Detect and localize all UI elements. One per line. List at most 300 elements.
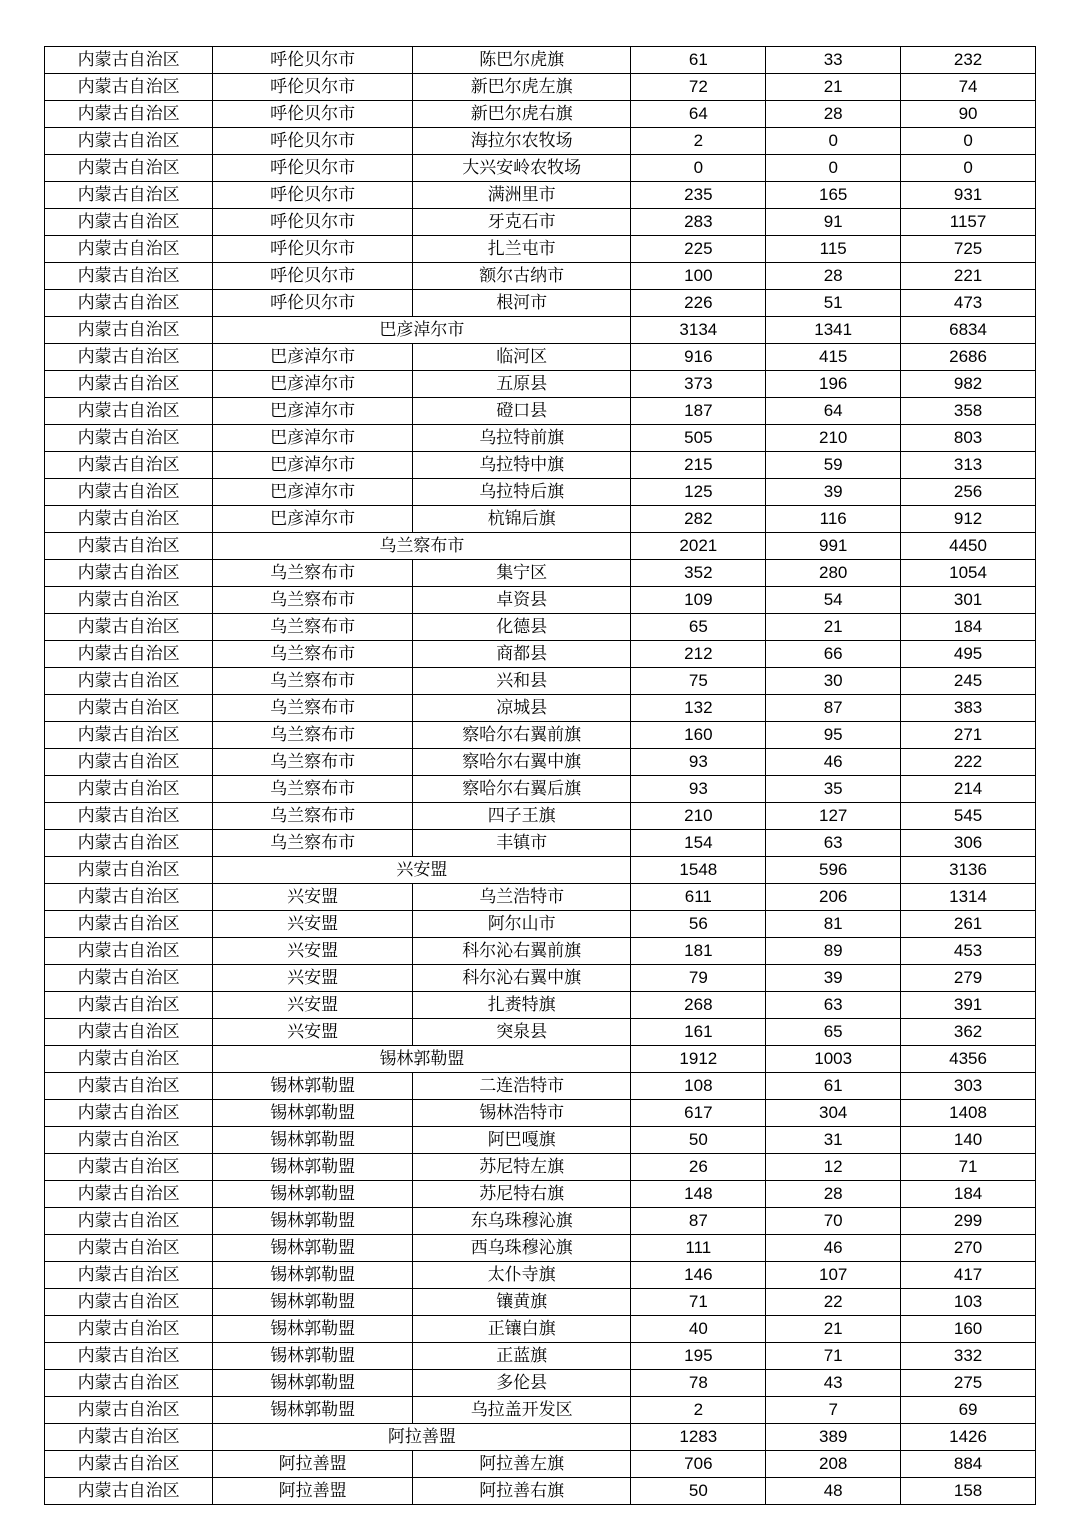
table-row	[45, 1289, 1036, 1316]
table-row	[45, 614, 1036, 641]
cell-county: 镶黄旗	[412, 1289, 630, 1316]
cell-value-1: 161	[631, 1019, 766, 1046]
cell-city: 乌兰察布市	[213, 749, 413, 776]
cell-city: 巴彦淖尔市	[213, 398, 413, 425]
table-row	[45, 776, 1036, 803]
cell-county: 临河区	[412, 344, 630, 371]
cell-county: 乌拉特后旗	[412, 479, 630, 506]
table-row	[45, 74, 1036, 101]
cell-value-2: 81	[766, 911, 901, 938]
cell-value-1: 1912	[631, 1046, 766, 1073]
table-row	[45, 1208, 1036, 1235]
cell-value-3: 495	[901, 641, 1036, 668]
cell-county: 苏尼特左旗	[412, 1154, 630, 1181]
table-row	[45, 1370, 1036, 1397]
cell-province: 内蒙古自治区	[45, 1478, 213, 1505]
cell-value-2: 95	[766, 722, 901, 749]
cell-province: 内蒙古自治区	[45, 668, 213, 695]
cell-city: 锡林郭勒盟	[213, 1316, 413, 1343]
cell-value-1: 108	[631, 1073, 766, 1100]
cell-value-1: 50	[631, 1127, 766, 1154]
cell-value-3: 140	[901, 1127, 1036, 1154]
cell-value-3: 4450	[901, 533, 1036, 560]
cell-province: 内蒙古自治区	[45, 803, 213, 830]
cell-province: 内蒙古自治区	[45, 641, 213, 668]
cell-value-3: 912	[901, 506, 1036, 533]
cell-county: 阿拉善右旗	[412, 1478, 630, 1505]
cell-province: 内蒙古自治区	[45, 560, 213, 587]
cell-province: 内蒙古自治区	[45, 830, 213, 857]
table-row	[45, 398, 1036, 425]
cell-value-3: 1408	[901, 1100, 1036, 1127]
cell-value-1: 87	[631, 1208, 766, 1235]
cell-value-2: 46	[766, 749, 901, 776]
cell-city-merged: 锡林郭勒盟	[213, 1046, 631, 1073]
cell-county: 锡林浩特市	[412, 1100, 630, 1127]
table-row	[45, 1262, 1036, 1289]
cell-value-3: 1054	[901, 560, 1036, 587]
table-row	[45, 911, 1036, 938]
cell-value-3: 4356	[901, 1046, 1036, 1073]
cell-county: 集宁区	[412, 560, 630, 587]
cell-value-1: 283	[631, 209, 766, 236]
cell-value-1: 78	[631, 1370, 766, 1397]
cell-value-3: 261	[901, 911, 1036, 938]
cell-city: 乌兰察布市	[213, 614, 413, 641]
cell-county: 多伦县	[412, 1370, 630, 1397]
cell-value-1: 212	[631, 641, 766, 668]
cell-city: 兴安盟	[213, 911, 413, 938]
cell-value-3: 1157	[901, 209, 1036, 236]
table-row	[45, 857, 1036, 884]
cell-county: 科尔沁右翼前旗	[412, 938, 630, 965]
cell-value-2: 0	[766, 128, 901, 155]
table-row	[45, 101, 1036, 128]
cell-value-3: 279	[901, 965, 1036, 992]
cell-value-2: 991	[766, 533, 901, 560]
cell-county: 四子王旗	[412, 803, 630, 830]
cell-province: 内蒙古自治区	[45, 1343, 213, 1370]
cell-value-1: 226	[631, 290, 766, 317]
cell-value-3: 2686	[901, 344, 1036, 371]
cell-value-3: 362	[901, 1019, 1036, 1046]
cell-county: 察哈尔右翼前旗	[412, 722, 630, 749]
cell-city: 锡林郭勒盟	[213, 1397, 413, 1424]
cell-county: 化德县	[412, 614, 630, 641]
cell-county: 阿巴嘎旗	[412, 1127, 630, 1154]
cell-value-1: 64	[631, 101, 766, 128]
cell-city: 巴彦淖尔市	[213, 479, 413, 506]
cell-value-2: 304	[766, 1100, 901, 1127]
cell-county: 乌拉特中旗	[412, 452, 630, 479]
cell-province: 内蒙古自治区	[45, 128, 213, 155]
cell-value-2: 46	[766, 1235, 901, 1262]
cell-value-2: 116	[766, 506, 901, 533]
table-row	[45, 425, 1036, 452]
cell-value-3: 71	[901, 1154, 1036, 1181]
cell-province: 内蒙古自治区	[45, 209, 213, 236]
cell-value-2: 63	[766, 830, 901, 857]
cell-province: 内蒙古自治区	[45, 1073, 213, 1100]
cell-county: 陈巴尔虎旗	[412, 47, 630, 74]
cell-county: 新巴尔虎右旗	[412, 101, 630, 128]
cell-value-2: 1003	[766, 1046, 901, 1073]
cell-county: 牙克石市	[412, 209, 630, 236]
cell-county: 阿尔山市	[412, 911, 630, 938]
cell-value-2: 127	[766, 803, 901, 830]
cell-value-1: 111	[631, 1235, 766, 1262]
cell-value-2: 28	[766, 101, 901, 128]
cell-value-1: 225	[631, 236, 766, 263]
table-row	[45, 1154, 1036, 1181]
cell-county: 科尔沁右翼中旗	[412, 965, 630, 992]
table-row	[45, 641, 1036, 668]
cell-province: 内蒙古自治区	[45, 1046, 213, 1073]
cell-value-3: 69	[901, 1397, 1036, 1424]
cell-county: 根河市	[412, 290, 630, 317]
cell-value-1: 93	[631, 776, 766, 803]
cell-value-1: 79	[631, 965, 766, 992]
cell-value-3: 358	[901, 398, 1036, 425]
cell-value-3: 391	[901, 992, 1036, 1019]
cell-value-1: 505	[631, 425, 766, 452]
cell-city-merged: 巴彦淖尔市	[213, 317, 631, 344]
cell-value-3: 184	[901, 614, 1036, 641]
cell-value-3: 256	[901, 479, 1036, 506]
cell-value-2: 107	[766, 1262, 901, 1289]
cell-value-3: 6834	[901, 317, 1036, 344]
cell-value-2: 64	[766, 398, 901, 425]
table-row	[45, 155, 1036, 182]
table-row	[45, 317, 1036, 344]
cell-city: 呼伦贝尔市	[213, 128, 413, 155]
cell-county: 杭锦后旗	[412, 506, 630, 533]
table-row	[45, 452, 1036, 479]
cell-value-3: 221	[901, 263, 1036, 290]
cell-value-2: 91	[766, 209, 901, 236]
cell-province: 内蒙古自治区	[45, 776, 213, 803]
table-row	[45, 830, 1036, 857]
cell-county: 满洲里市	[412, 182, 630, 209]
cell-city: 乌兰察布市	[213, 776, 413, 803]
table-row	[45, 1316, 1036, 1343]
cell-value-2: 21	[766, 1316, 901, 1343]
cell-value-2: 35	[766, 776, 901, 803]
cell-value-3: 545	[901, 803, 1036, 830]
cell-value-3: 90	[901, 101, 1036, 128]
cell-value-1: 611	[631, 884, 766, 911]
cell-value-2: 51	[766, 290, 901, 317]
cell-value-3: 803	[901, 425, 1036, 452]
cell-value-3: 74	[901, 74, 1036, 101]
cell-value-1: 215	[631, 452, 766, 479]
table-row	[45, 884, 1036, 911]
cell-province: 内蒙古自治区	[45, 1289, 213, 1316]
cell-value-3: 232	[901, 47, 1036, 74]
cell-province: 内蒙古自治区	[45, 1181, 213, 1208]
table-row	[45, 803, 1036, 830]
cell-county: 海拉尔农牧场	[412, 128, 630, 155]
cell-value-2: 115	[766, 236, 901, 263]
cell-value-3: 184	[901, 1181, 1036, 1208]
table-row	[45, 1235, 1036, 1262]
cell-province: 内蒙古自治区	[45, 1451, 213, 1478]
table-row	[45, 290, 1036, 317]
table-row	[45, 749, 1036, 776]
cell-value-2: 22	[766, 1289, 901, 1316]
cell-value-2: 71	[766, 1343, 901, 1370]
cell-province: 内蒙古自治区	[45, 1100, 213, 1127]
cell-value-3: 0	[901, 128, 1036, 155]
cell-city: 呼伦贝尔市	[213, 236, 413, 263]
cell-value-1: 2	[631, 1397, 766, 1424]
cell-value-1: 282	[631, 506, 766, 533]
cell-value-3: 725	[901, 236, 1036, 263]
cell-county: 乌拉盖开发区	[412, 1397, 630, 1424]
cell-value-3: 299	[901, 1208, 1036, 1235]
cell-province: 内蒙古自治区	[45, 290, 213, 317]
cell-city: 锡林郭勒盟	[213, 1235, 413, 1262]
cell-county: 阿拉善左旗	[412, 1451, 630, 1478]
cell-province: 内蒙古自治区	[45, 398, 213, 425]
cell-value-1: 3134	[631, 317, 766, 344]
table-row	[45, 695, 1036, 722]
cell-city: 锡林郭勒盟	[213, 1073, 413, 1100]
cell-county: 察哈尔右翼后旗	[412, 776, 630, 803]
table-row	[45, 668, 1036, 695]
cell-county: 商都县	[412, 641, 630, 668]
cell-city-merged: 兴安盟	[213, 857, 631, 884]
cell-province: 内蒙古自治区	[45, 884, 213, 911]
cell-county: 扎赉特旗	[412, 992, 630, 1019]
cell-value-2: 206	[766, 884, 901, 911]
cell-value-2: 61	[766, 1073, 901, 1100]
cell-city: 兴安盟	[213, 938, 413, 965]
table-row	[45, 965, 1036, 992]
cell-value-1: 61	[631, 47, 766, 74]
cell-city: 锡林郭勒盟	[213, 1262, 413, 1289]
cell-province: 内蒙古自治区	[45, 992, 213, 1019]
cell-value-3: 383	[901, 695, 1036, 722]
cell-value-2: 280	[766, 560, 901, 587]
cell-value-2: 596	[766, 857, 901, 884]
cell-county: 丰镇市	[412, 830, 630, 857]
cell-value-3: 160	[901, 1316, 1036, 1343]
cell-value-3: 270	[901, 1235, 1036, 1262]
cell-value-1: 617	[631, 1100, 766, 1127]
cell-value-3: 214	[901, 776, 1036, 803]
cell-province: 内蒙古自治区	[45, 749, 213, 776]
cell-value-1: 148	[631, 1181, 766, 1208]
cell-city: 锡林郭勒盟	[213, 1154, 413, 1181]
cell-province: 内蒙古自治区	[45, 371, 213, 398]
cell-value-1: 26	[631, 1154, 766, 1181]
cell-province: 内蒙古自治区	[45, 533, 213, 560]
cell-value-2: 33	[766, 47, 901, 74]
table-row	[45, 560, 1036, 587]
cell-value-3: 158	[901, 1478, 1036, 1505]
cell-value-2: 21	[766, 74, 901, 101]
cell-value-1: 132	[631, 695, 766, 722]
cell-city: 锡林郭勒盟	[213, 1289, 413, 1316]
cell-value-2: 31	[766, 1127, 901, 1154]
table-body	[45, 47, 1036, 1505]
table-row	[45, 128, 1036, 155]
cell-province: 内蒙古自治区	[45, 236, 213, 263]
cell-value-1: 71	[631, 1289, 766, 1316]
cell-value-1: 2	[631, 128, 766, 155]
cell-value-1: 1548	[631, 857, 766, 884]
cell-value-1: 0	[631, 155, 766, 182]
cell-province: 内蒙古自治区	[45, 1316, 213, 1343]
cell-value-2: 0	[766, 155, 901, 182]
cell-value-1: 1283	[631, 1424, 766, 1451]
cell-province: 内蒙古自治区	[45, 1235, 213, 1262]
cell-value-1: 195	[631, 1343, 766, 1370]
cell-province: 内蒙古自治区	[45, 1424, 213, 1451]
cell-value-2: 70	[766, 1208, 901, 1235]
cell-province: 内蒙古自治区	[45, 722, 213, 749]
table-row	[45, 722, 1036, 749]
cell-value-2: 28	[766, 1181, 901, 1208]
cell-value-1: 154	[631, 830, 766, 857]
cell-value-2: 43	[766, 1370, 901, 1397]
table-row	[45, 1019, 1036, 1046]
cell-value-2: 59	[766, 452, 901, 479]
cell-city: 巴彦淖尔市	[213, 506, 413, 533]
cell-city: 巴彦淖尔市	[213, 452, 413, 479]
cell-city: 呼伦贝尔市	[213, 155, 413, 182]
cell-value-2: 66	[766, 641, 901, 668]
cell-city: 兴安盟	[213, 1019, 413, 1046]
cell-city: 呼伦贝尔市	[213, 290, 413, 317]
table-row	[45, 992, 1036, 1019]
cell-city: 锡林郭勒盟	[213, 1100, 413, 1127]
cell-value-3: 245	[901, 668, 1036, 695]
cell-value-3: 103	[901, 1289, 1036, 1316]
cell-county: 乌拉特前旗	[412, 425, 630, 452]
cell-value-3: 306	[901, 830, 1036, 857]
cell-province: 内蒙古自治区	[45, 452, 213, 479]
cell-value-1: 146	[631, 1262, 766, 1289]
cell-county: 太仆寺旗	[412, 1262, 630, 1289]
cell-city: 乌兰察布市	[213, 722, 413, 749]
cell-province: 内蒙古自治区	[45, 1019, 213, 1046]
cell-value-3: 313	[901, 452, 1036, 479]
cell-value-1: 268	[631, 992, 766, 1019]
cell-province: 内蒙古自治区	[45, 1262, 213, 1289]
table-row	[45, 1127, 1036, 1154]
statistics-table	[44, 46, 1036, 1505]
table-row	[45, 236, 1036, 263]
cell-county: 突泉县	[412, 1019, 630, 1046]
cell-city: 锡林郭勒盟	[213, 1343, 413, 1370]
cell-value-2: 12	[766, 1154, 901, 1181]
cell-province: 内蒙古自治区	[45, 155, 213, 182]
cell-value-1: 210	[631, 803, 766, 830]
cell-province: 内蒙古自治区	[45, 47, 213, 74]
cell-county: 东乌珠穆沁旗	[412, 1208, 630, 1235]
cell-value-3: 3136	[901, 857, 1036, 884]
cell-value-1: 916	[631, 344, 766, 371]
cell-city: 兴安盟	[213, 965, 413, 992]
cell-value-1: 65	[631, 614, 766, 641]
cell-city: 乌兰察布市	[213, 803, 413, 830]
cell-value-1: 125	[631, 479, 766, 506]
cell-value-1: 160	[631, 722, 766, 749]
cell-province: 内蒙古自治区	[45, 506, 213, 533]
cell-value-1: 352	[631, 560, 766, 587]
cell-province: 内蒙古自治区	[45, 344, 213, 371]
cell-city: 阿拉善盟	[213, 1478, 413, 1505]
cell-county: 西乌珠穆沁旗	[412, 1235, 630, 1262]
cell-value-1: 93	[631, 749, 766, 776]
cell-value-1: 373	[631, 371, 766, 398]
cell-value-3: 453	[901, 938, 1036, 965]
cell-value-1: 40	[631, 1316, 766, 1343]
cell-province: 内蒙古自治区	[45, 425, 213, 452]
cell-province: 内蒙古自治区	[45, 857, 213, 884]
table-row	[45, 47, 1036, 74]
cell-county: 五原县	[412, 371, 630, 398]
cell-city: 呼伦贝尔市	[213, 209, 413, 236]
table-row	[45, 1451, 1036, 1478]
cell-city: 呼伦贝尔市	[213, 182, 413, 209]
cell-value-1: 100	[631, 263, 766, 290]
cell-value-3: 332	[901, 1343, 1036, 1370]
table-row	[45, 1343, 1036, 1370]
cell-value-2: 89	[766, 938, 901, 965]
cell-value-2: 165	[766, 182, 901, 209]
cell-value-1: 181	[631, 938, 766, 965]
table-row	[45, 209, 1036, 236]
cell-value-3: 1314	[901, 884, 1036, 911]
cell-value-3: 303	[901, 1073, 1036, 1100]
cell-value-3: 931	[901, 182, 1036, 209]
cell-province: 内蒙古自治区	[45, 911, 213, 938]
cell-county: 正蓝旗	[412, 1343, 630, 1370]
table-row	[45, 371, 1036, 398]
cell-value-2: 196	[766, 371, 901, 398]
cell-county: 正镶白旗	[412, 1316, 630, 1343]
cell-value-1: 706	[631, 1451, 766, 1478]
cell-value-3: 271	[901, 722, 1036, 749]
cell-value-1: 50	[631, 1478, 766, 1505]
cell-city: 呼伦贝尔市	[213, 101, 413, 128]
cell-city-merged: 阿拉善盟	[213, 1424, 631, 1451]
cell-province: 内蒙古自治区	[45, 317, 213, 344]
cell-value-2: 87	[766, 695, 901, 722]
cell-province: 内蒙古自治区	[45, 695, 213, 722]
cell-county: 苏尼特右旗	[412, 1181, 630, 1208]
cell-city: 阿拉善盟	[213, 1451, 413, 1478]
cell-province: 内蒙古自治区	[45, 263, 213, 290]
cell-value-3: 884	[901, 1451, 1036, 1478]
table-row	[45, 182, 1036, 209]
cell-value-1: 2021	[631, 533, 766, 560]
cell-province: 内蒙古自治区	[45, 182, 213, 209]
cell-value-3: 473	[901, 290, 1036, 317]
cell-city: 巴彦淖尔市	[213, 344, 413, 371]
table-row	[45, 587, 1036, 614]
cell-value-3: 1426	[901, 1424, 1036, 1451]
cell-value-3: 982	[901, 371, 1036, 398]
cell-city: 锡林郭勒盟	[213, 1181, 413, 1208]
cell-county: 大兴安岭农牧场	[412, 155, 630, 182]
cell-value-3: 417	[901, 1262, 1036, 1289]
cell-value-2: 54	[766, 587, 901, 614]
cell-value-2: 7	[766, 1397, 901, 1424]
